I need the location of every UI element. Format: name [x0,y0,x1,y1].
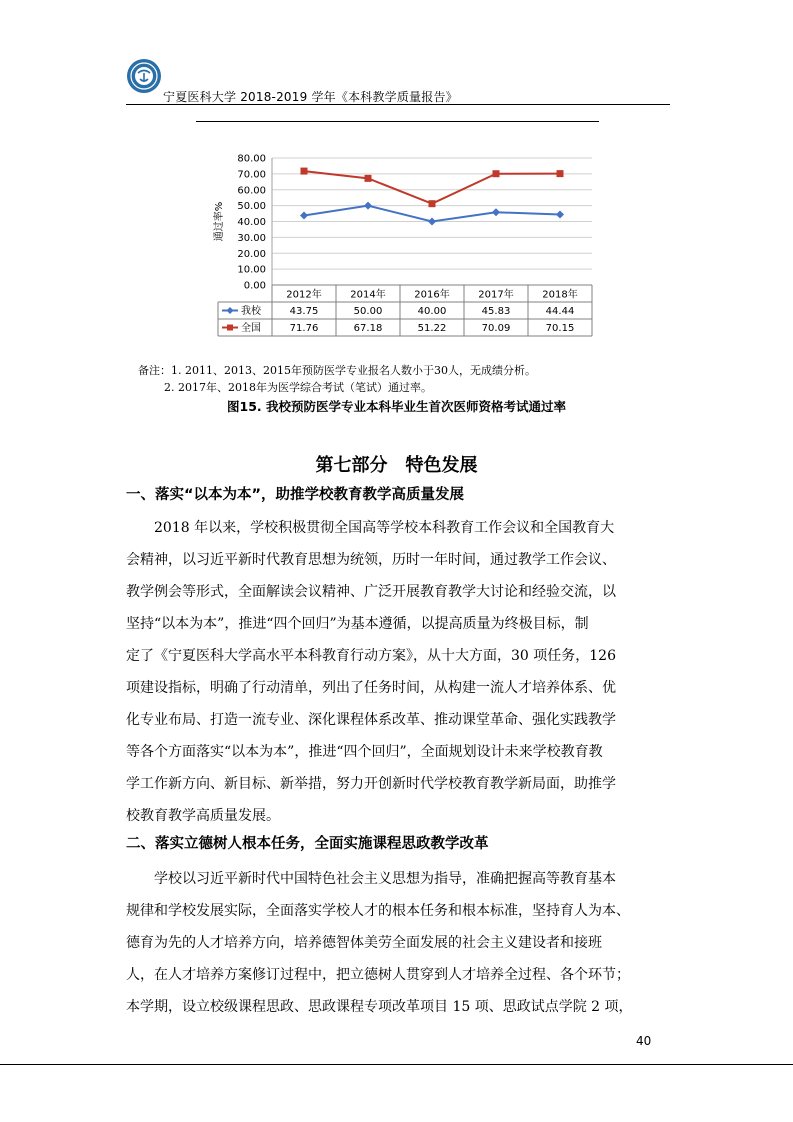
y-tick-label: 10.00 [237,264,266,276]
paragraph-line: 本学期，设立校级课程思政、思政课程专项改革项目 15 项、思政试点学院 2 项， [126,999,633,1015]
legend-label: 全国 [241,323,261,334]
legend-label: 我校 [241,306,261,317]
data-label: 45.83 [481,306,511,317]
paragraph-line: 会精神，以习近平新时代教育思想为统领，历时一年时间，通过教学工作会议、 [126,552,616,568]
paragraph-line: 规律和学校发展实际，全面落实学校人才的根本任务和根本标准，坚持育人为本、 [126,903,630,919]
y-axis-label: 通过率% [214,201,225,242]
data-label: 40.00 [417,306,447,317]
data-point [428,218,436,226]
section-2-paragraph [126,863,672,1023]
x-tick-label: 2018年 [542,289,578,301]
paragraph-line: 化专业布局、打造一流专业、深化课程体系改革、推动课堂革命、强化实践教学 [126,712,616,728]
legend-key-marker [227,307,234,314]
data-label: 43.75 [289,306,319,317]
data-label: 44.44 [545,306,575,317]
paragraph-line: 教学例会等形式，全面解读会议精神、广泛开展教育教学大讨论和经验交流，以 [126,584,616,600]
y-tick-label: 80.00 [237,153,266,165]
university-logo [126,58,162,94]
y-tick-label: 40.00 [237,217,266,228]
section-heading-2: 二、落实立德树人根本任务，全面实施课程思政教学改革 [126,836,489,852]
paragraph-line: 学校以习近平新时代中国特色社会主义思想为指导，准确把握高等教育基本 [126,871,616,887]
x-tick-label: 2017年 [478,289,514,301]
data-point [492,208,500,216]
paragraph-line: 等各个方面落实“以本为本”，推进“四个回归”，全面规划设计未来学校教育教 [126,744,603,760]
y-tick-label: 70.00 [237,169,266,181]
x-tick-label: 2014年 [350,289,386,301]
pass-rate-chart [200,145,600,350]
paragraph-line: 2018 年以来，学校积极贯彻全国高等学校本科教育工作会议和全国教育大 [126,520,615,536]
chart-note-2: 2. 2017年、2018年为医学综合考试（笔试）通过率。 [164,381,432,394]
data-label: 70.09 [481,323,511,334]
paragraph-line: 德育为先的人才培养方向，培养德智体美劳全面发展的社会主义建设者和接班 [126,935,602,951]
data-label: 51.22 [417,323,447,334]
x-tick-label: 2016年 [414,289,450,301]
data-point [556,210,564,218]
header-rule [126,104,670,105]
data-point [300,212,308,220]
chart-top-rule [196,121,599,122]
data-point [429,200,436,207]
figure-caption: 图15. 我校预防医学专业本科毕业生首次医师资格考试通过率 [227,399,566,414]
section-1-paragraph [126,512,672,832]
y-tick-label: 0.00 [243,280,266,292]
paragraph-line: 坚持“以本为本”，推进“四个回归”为基本遵循，以提高质量为终极目标，制 [126,616,589,632]
series-line [304,171,560,204]
data-point [493,170,500,177]
header-title: 宁夏医科大学 2018-2019 学年《本科教学质量报告》 [163,90,458,104]
footer-rule [0,1064,793,1065]
data-label: 50.00 [353,306,383,317]
paragraph-line: 人，在人才培养方案修订过程中，把立德树人贯穿到人才培养全过程、各个环节； [126,967,630,983]
chart-note-1: 备注：1. 2011、2013、2015年预防医学专业报名人数小于30人，无成绩分析。 [138,364,536,377]
paragraph-line: 定了《宁夏医科大学高水平本科教育行动方案》，从十大方面，30 项任务，126 [126,648,616,664]
data-point [557,170,564,177]
data-label: 67.18 [353,323,383,334]
page-number: 40 [636,1034,652,1048]
legend-key-marker [227,325,233,331]
y-tick-label: 50.00 [237,201,266,213]
y-tick-label: 60.00 [237,185,266,197]
x-tick-label: 2012年 [286,289,322,301]
part-title: 第七部分 特色发展 [315,455,478,476]
section-heading-1: 一、落实“以本为本”，助推学校教育教学高质量发展 [126,487,465,503]
paragraph-line: 校教育教学高质量发展。 [126,808,280,824]
paragraph-line: 学工作新方向、新目标、新举措，努力开创新时代学校教育教学新局面，助推学 [126,776,616,792]
data-label: 70.15 [545,323,575,334]
data-point [364,202,372,210]
data-point [365,175,372,182]
y-tick-label: 20.00 [237,248,266,260]
data-point [301,168,308,175]
y-tick-label: 30.00 [237,232,266,244]
paragraph-line: 项建设指标，明确了行动清单，列出了任务时间，从构建一流人才培养体系、优 [126,680,616,696]
data-label: 71.76 [289,323,319,334]
